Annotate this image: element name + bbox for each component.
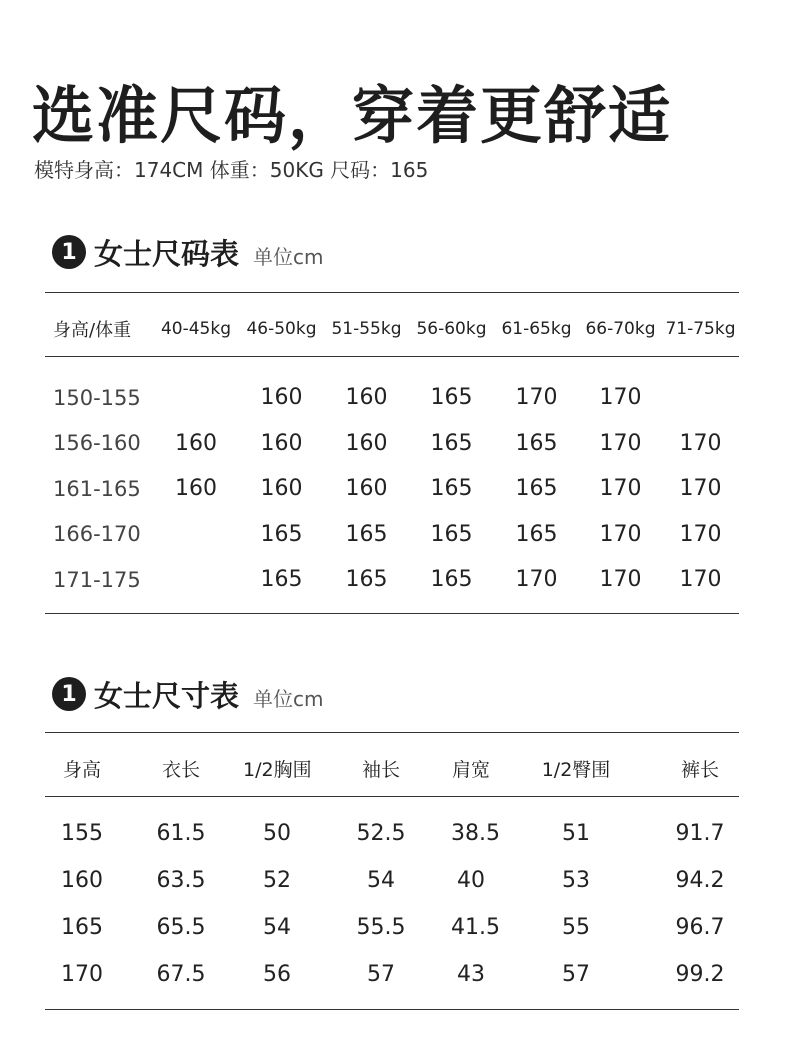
size-cell: 170 xyxy=(599,476,642,502)
measure-table-bottom-rule xyxy=(45,1009,739,1010)
size-cell: 160 xyxy=(175,430,217,456)
column-header: 衣长 xyxy=(161,758,200,781)
size-cell xyxy=(153,557,239,603)
measure-cell: 61.5 xyxy=(156,821,206,846)
size-cell: 160 xyxy=(345,476,388,502)
table-row xyxy=(45,951,739,998)
size-cell: 170 xyxy=(599,385,642,411)
measure-cell: 99.2 xyxy=(675,962,725,987)
column-header: 1/2胸围 xyxy=(243,758,312,781)
size-cell: 170 xyxy=(515,567,558,593)
table-row xyxy=(45,800,739,857)
measure-cell: 96.7 xyxy=(675,915,725,940)
column-header: 身高 xyxy=(62,758,101,781)
size-cell: 165 xyxy=(345,567,388,593)
measure-cell: 160 xyxy=(61,868,103,893)
height-range-cell: 166-170 xyxy=(53,522,141,547)
measure-cell: 56 xyxy=(263,962,291,987)
measure-cell: 65.5 xyxy=(156,915,206,940)
measure-cell: 57 xyxy=(562,962,590,987)
measure-cell: 41.5 xyxy=(451,915,500,940)
size-cell xyxy=(662,361,739,421)
size-cell: 160 xyxy=(260,476,303,502)
measure-cell: 54 xyxy=(367,868,395,893)
measure-cell: 40 xyxy=(457,868,485,893)
size-cell: 170 xyxy=(679,521,722,547)
size-cell: 170 xyxy=(679,567,722,593)
height-range-cell: 156-160 xyxy=(53,431,141,456)
measure-cell: 91.7 xyxy=(675,821,725,846)
size-cell xyxy=(153,512,239,558)
section-number-badge: 1 xyxy=(52,677,86,711)
column-header: 66-70kg xyxy=(585,319,656,339)
size-cell: 170 xyxy=(599,521,642,547)
table-row xyxy=(45,421,739,467)
size-cell: 165 xyxy=(430,385,473,411)
measure-cell: 51 xyxy=(562,821,590,846)
height-range-cell: 150-155 xyxy=(53,385,141,410)
size-cell: 160 xyxy=(260,385,303,411)
size-cell: 160 xyxy=(345,385,388,411)
measure-cell: 43 xyxy=(457,962,485,987)
table-row xyxy=(45,361,739,421)
table-row xyxy=(45,557,739,603)
size-cell xyxy=(153,361,239,421)
column-header: 61-65kg xyxy=(501,319,572,339)
column-header: 40-45kg xyxy=(160,319,232,339)
size-cell: 160 xyxy=(345,430,388,456)
height-range-cell: 161-165 xyxy=(53,476,141,501)
height-range-cell: 171-175 xyxy=(53,567,141,592)
size-cell: 165 xyxy=(515,430,558,456)
size-cell: 165 xyxy=(430,430,473,456)
column-header: 裤长 xyxy=(680,758,719,781)
size-cell: 165 xyxy=(430,521,473,547)
size-cell: 170 xyxy=(599,430,642,456)
table-row xyxy=(45,857,739,904)
measure-cell: 55 xyxy=(562,915,590,940)
column-header: 1/2臀围 xyxy=(541,758,611,781)
measure-cell: 55.5 xyxy=(356,915,406,940)
measure-cell: 38.5 xyxy=(451,821,500,846)
size-cell: 165 xyxy=(260,521,303,547)
size-cell: 165 xyxy=(515,476,558,502)
size-cell: 165 xyxy=(260,567,303,593)
measurement-table xyxy=(45,736,739,998)
measure-table-top-rule xyxy=(45,732,739,733)
measure-cell: 155 xyxy=(61,821,103,846)
size-cell: 170 xyxy=(599,567,642,593)
size-table-top-rule xyxy=(45,292,739,293)
size-chart-table xyxy=(45,297,739,603)
measure-cell: 94.2 xyxy=(675,868,725,893)
measure-section-header xyxy=(52,674,324,714)
measure-cell: 50 xyxy=(263,821,291,846)
measure-cell: 52.5 xyxy=(356,821,406,846)
size-cell: 160 xyxy=(175,476,217,502)
column-header: 56-60kg xyxy=(416,319,487,339)
column-header: 51-55kg xyxy=(331,319,402,339)
measure-section-unit: 单位cm xyxy=(253,686,324,711)
measure-cell: 63.5 xyxy=(156,868,206,893)
measure-cell: 53 xyxy=(562,868,590,893)
measure-cell: 57 xyxy=(367,962,395,987)
size-section-header xyxy=(52,232,324,272)
column-header: 46-50kg xyxy=(246,319,317,339)
size-cell: 165 xyxy=(345,521,388,547)
section-number-badge: 1 xyxy=(52,235,86,269)
measure-cell: 165 xyxy=(61,915,103,940)
size-cell: 160 xyxy=(260,430,303,456)
model-info: 模特身高：174CM 体重：50KG 尺码：165 xyxy=(34,158,429,182)
measure-table-header-row xyxy=(45,736,739,800)
measure-cell: 67.5 xyxy=(156,962,206,987)
size-section-unit: 单位cm xyxy=(253,244,324,269)
measure-cell: 54 xyxy=(263,915,291,940)
size-cell: 165 xyxy=(515,521,558,547)
measure-cell: 170 xyxy=(61,962,103,987)
measure-cell: 52 xyxy=(263,868,291,893)
column-header: 肩宽 xyxy=(451,758,490,781)
size-cell: 170 xyxy=(515,385,558,411)
column-header: 袖长 xyxy=(361,758,400,781)
size-cell: 170 xyxy=(679,430,722,456)
column-header: 71-75kg xyxy=(665,319,736,339)
size-table-bottom-rule xyxy=(45,613,739,614)
page-title: 选准尺码，穿着更舒适 xyxy=(32,79,673,152)
table-row xyxy=(45,512,739,558)
table-row xyxy=(45,466,739,512)
size-cell: 165 xyxy=(430,476,473,502)
size-cell: 165 xyxy=(430,567,473,593)
size-section-title: 女士尺码表 xyxy=(94,236,240,271)
size-table-header-row xyxy=(45,297,739,361)
table-row xyxy=(45,904,739,951)
size-cell: 170 xyxy=(679,476,722,502)
column-header: 身高/体重 xyxy=(53,320,132,341)
measure-section-title: 女士尺寸表 xyxy=(94,678,240,713)
